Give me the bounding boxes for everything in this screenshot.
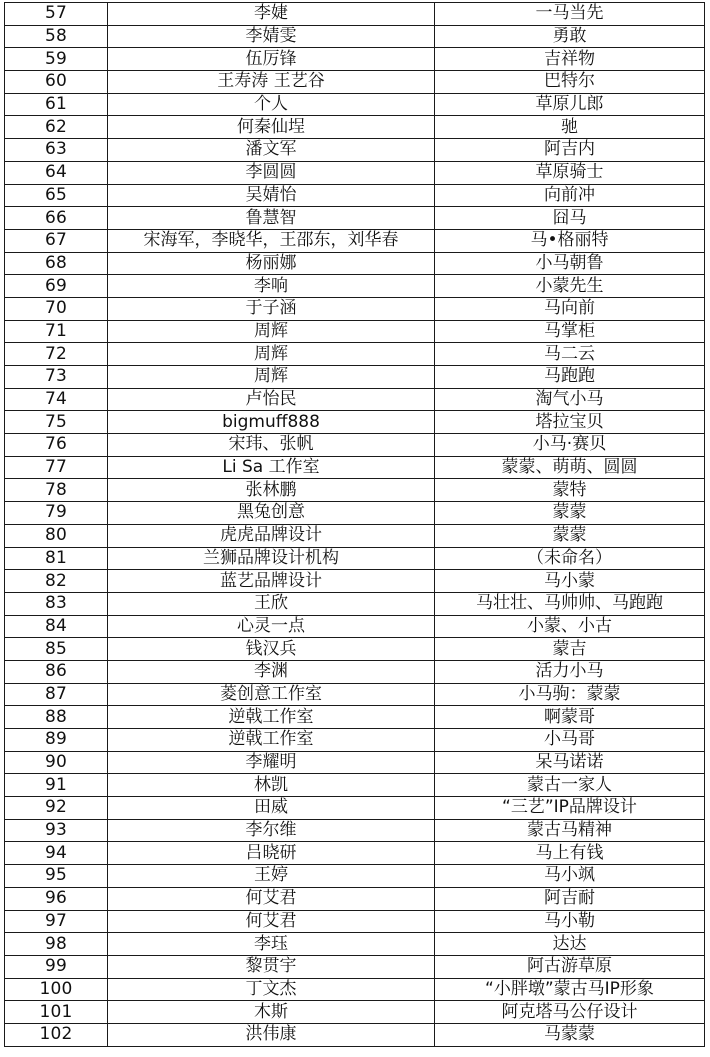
- author-cell: 张林鹏: [108, 479, 435, 502]
- mascot-name-cell: 蒙蒙、萌萌、圆圆: [435, 456, 705, 479]
- table-row: [5, 502, 705, 525]
- table-row: [5, 592, 705, 615]
- table-row: [5, 139, 705, 162]
- author-cell: 丁文杰: [108, 978, 435, 1001]
- mascot-name-cell: 小马驹：蒙蒙: [435, 683, 705, 706]
- table-row: [5, 25, 705, 48]
- author-cell: 周辉: [108, 343, 435, 366]
- mascot-name-cell: 向前冲: [435, 184, 705, 207]
- mascot-name-cell: 蒙特: [435, 479, 705, 502]
- table-row: [5, 161, 705, 184]
- mascot-name-cell: 啊蒙哥: [435, 706, 705, 729]
- mascot-name-cell: 达达: [435, 933, 705, 956]
- author-cell: 周辉: [108, 366, 435, 389]
- table-row: [5, 434, 705, 457]
- mascot-name-cell: 马掌柜: [435, 320, 705, 343]
- table-row: [5, 184, 705, 207]
- mascot-name-cell: 活力小马: [435, 660, 705, 683]
- table-row: [5, 615, 705, 638]
- author-cell: 虎虎品牌设计: [108, 524, 435, 547]
- table-row: [5, 479, 705, 502]
- table-row: [5, 797, 705, 820]
- table-row: [5, 774, 705, 797]
- author-cell: 黑兔创意: [108, 502, 435, 525]
- mascot-name-cell: 驰: [435, 116, 705, 139]
- entry-number-cell: 84: [5, 615, 108, 638]
- table-row: [5, 1001, 705, 1024]
- mascot-name-cell: 淘气小马: [435, 388, 705, 411]
- mascot-name-cell: 蒙蒙: [435, 524, 705, 547]
- author-cell: 王寿涛 王艺谷: [108, 71, 435, 94]
- author-cell: 李婧雯: [108, 25, 435, 48]
- mascot-name-cell: 马跑跑: [435, 366, 705, 389]
- author-cell: 何艾君: [108, 887, 435, 910]
- mascot-name-cell: “三艺”IP品牌设计: [435, 797, 705, 820]
- author-cell: 潘文军: [108, 139, 435, 162]
- author-cell: 卢怡民: [108, 388, 435, 411]
- author-cell: 王欣: [108, 592, 435, 615]
- author-cell: 于子涵: [108, 297, 435, 320]
- table-row: [5, 320, 705, 343]
- table-row: [5, 275, 705, 298]
- author-cell: 李响: [108, 275, 435, 298]
- mascot-name-cell: 巴特尔: [435, 71, 705, 94]
- mascot-name-cell: 马小蒙: [435, 570, 705, 593]
- table-row: [5, 660, 705, 683]
- author-cell: 木斯: [108, 1001, 435, 1024]
- author-cell: 周辉: [108, 320, 435, 343]
- table-row: [5, 547, 705, 570]
- author-cell: bigmuff888: [108, 411, 435, 434]
- author-cell: 黎贯宇: [108, 955, 435, 978]
- author-cell: 李尔维: [108, 819, 435, 842]
- entry-number-cell: 57: [5, 3, 108, 26]
- author-cell: 李珏: [108, 933, 435, 956]
- entry-number-cell: 74: [5, 388, 108, 411]
- table-row: [5, 297, 705, 320]
- author-cell: 吕晓研: [108, 842, 435, 865]
- entry-number-cell: 76: [5, 434, 108, 457]
- author-cell: 李渊: [108, 660, 435, 683]
- entry-number-cell: 90: [5, 751, 108, 774]
- mascot-name-cell: 马•格丽特: [435, 229, 705, 252]
- mascot-name-cell: “小胖墩”蒙古马IP形象: [435, 978, 705, 1001]
- author-cell: 个人: [108, 93, 435, 116]
- mascot-name-cell: 囧马: [435, 207, 705, 230]
- entry-number-cell: 86: [5, 660, 108, 683]
- entry-number-cell: 72: [5, 343, 108, 366]
- entry-number-cell: 59: [5, 48, 108, 71]
- entry-number-cell: 61: [5, 93, 108, 116]
- entries-table: [4, 2, 705, 1047]
- mascot-name-cell: 蒙蒙: [435, 502, 705, 525]
- entry-number-cell: 101: [5, 1001, 108, 1024]
- table-row: [5, 751, 705, 774]
- entry-number-cell: 64: [5, 161, 108, 184]
- entry-number-cell: 58: [5, 25, 108, 48]
- author-cell: 田威: [108, 797, 435, 820]
- mascot-name-cell: 呆马诺诺: [435, 751, 705, 774]
- author-cell: 宋玮、张帆: [108, 434, 435, 457]
- mascot-name-cell: 马壮壮、马帅帅、马跑跑: [435, 592, 705, 615]
- table-row: [5, 706, 705, 729]
- author-cell: 何秦仙埕: [108, 116, 435, 139]
- table-row: [5, 887, 705, 910]
- entry-number-cell: 83: [5, 592, 108, 615]
- entry-number-cell: 68: [5, 252, 108, 275]
- entry-number-cell: 66: [5, 207, 108, 230]
- entry-number-cell: 60: [5, 71, 108, 94]
- table-row: [5, 865, 705, 888]
- entry-number-cell: 95: [5, 865, 108, 888]
- mascot-name-cell: 马上有钱: [435, 842, 705, 865]
- entry-number-cell: 88: [5, 706, 108, 729]
- entry-number-cell: 102: [5, 1023, 108, 1046]
- entry-number-cell: 63: [5, 139, 108, 162]
- author-cell: 李圆圆: [108, 161, 435, 184]
- mascot-name-cell: 勇敢: [435, 25, 705, 48]
- entry-number-cell: 91: [5, 774, 108, 797]
- author-cell: 王婷: [108, 865, 435, 888]
- entry-number-cell: 97: [5, 910, 108, 933]
- mascot-name-cell: 蒙古马精神: [435, 819, 705, 842]
- table-row: [5, 955, 705, 978]
- mascot-name-cell: 马二云: [435, 343, 705, 366]
- table-row: [5, 933, 705, 956]
- table-row: [5, 71, 705, 94]
- entry-number-cell: 78: [5, 479, 108, 502]
- author-cell: 杨丽娜: [108, 252, 435, 275]
- author-cell: 洪伟康: [108, 1023, 435, 1046]
- entry-number-cell: 70: [5, 297, 108, 320]
- table-row: [5, 683, 705, 706]
- entry-number-cell: 93: [5, 819, 108, 842]
- entry-number-cell: 80: [5, 524, 108, 547]
- table-row: [5, 1023, 705, 1046]
- author-cell: 吴婧怡: [108, 184, 435, 207]
- mascot-name-cell: 阿古游草原: [435, 955, 705, 978]
- mascot-name-cell: 阿吉内: [435, 139, 705, 162]
- entry-number-cell: 89: [5, 729, 108, 752]
- mascot-name-cell: 马小飒: [435, 865, 705, 888]
- table-row: [5, 252, 705, 275]
- mascot-name-cell: 马小勒: [435, 910, 705, 933]
- mascot-name-cell: 蒙吉: [435, 638, 705, 661]
- entry-number-cell: 77: [5, 456, 108, 479]
- author-cell: 鲁慧智: [108, 207, 435, 230]
- mascot-name-cell: 草原骑士: [435, 161, 705, 184]
- mascot-name-cell: （未命名）: [435, 547, 705, 570]
- table-row: [5, 48, 705, 71]
- table-row: [5, 842, 705, 865]
- entry-number-cell: 87: [5, 683, 108, 706]
- table-row: [5, 524, 705, 547]
- table-row: [5, 570, 705, 593]
- table-row: [5, 411, 705, 434]
- mascot-name-cell: 草原儿郎: [435, 93, 705, 116]
- table-row: [5, 366, 705, 389]
- mascot-name-cell: 蒙古一家人: [435, 774, 705, 797]
- mascot-name-cell: 小蒙先生: [435, 275, 705, 298]
- entry-number-cell: 69: [5, 275, 108, 298]
- entry-number-cell: 67: [5, 229, 108, 252]
- entry-number-cell: 75: [5, 411, 108, 434]
- table-row: [5, 910, 705, 933]
- author-cell: 兰狮品牌设计机构: [108, 547, 435, 570]
- table-row: [5, 638, 705, 661]
- mascot-name-cell: 阿克塔马公仔设计: [435, 1001, 705, 1024]
- mascot-name-cell: 塔拉宝贝: [435, 411, 705, 434]
- mascot-name-cell: 一马当先: [435, 3, 705, 26]
- entries-table-body: [5, 3, 705, 1047]
- author-cell: 蓝艺品牌设计: [108, 570, 435, 593]
- mascot-name-cell: 阿吉耐: [435, 887, 705, 910]
- table-row: [5, 978, 705, 1001]
- author-cell: 李婕: [108, 3, 435, 26]
- table-row: [5, 229, 705, 252]
- mascot-name-cell: 小蒙、小古: [435, 615, 705, 638]
- table-row: [5, 456, 705, 479]
- author-cell: 菱创意工作室: [108, 683, 435, 706]
- author-cell: 李耀明: [108, 751, 435, 774]
- author-cell: 逆戟工作室: [108, 706, 435, 729]
- entries-sheet: [4, 2, 704, 1047]
- entry-number-cell: 71: [5, 320, 108, 343]
- table-row: [5, 3, 705, 26]
- table-row: [5, 343, 705, 366]
- entry-number-cell: 73: [5, 366, 108, 389]
- mascot-name-cell: 马蒙蒙: [435, 1023, 705, 1046]
- mascot-name-cell: 马向前: [435, 297, 705, 320]
- table-row: [5, 819, 705, 842]
- table-row: [5, 729, 705, 752]
- mascot-name-cell: 吉祥物: [435, 48, 705, 71]
- author-cell: 逆戟工作室: [108, 729, 435, 752]
- author-cell: 心灵一点: [108, 615, 435, 638]
- table-row: [5, 388, 705, 411]
- author-cell: 宋海军，李晓华，王邵东，刘华春: [108, 229, 435, 252]
- entry-number-cell: 99: [5, 955, 108, 978]
- entry-number-cell: 85: [5, 638, 108, 661]
- entry-number-cell: 100: [5, 978, 108, 1001]
- entry-number-cell: 81: [5, 547, 108, 570]
- author-cell: 钱汉兵: [108, 638, 435, 661]
- entry-number-cell: 82: [5, 570, 108, 593]
- mascot-name-cell: 小马·赛贝: [435, 434, 705, 457]
- table-row: [5, 93, 705, 116]
- author-cell: Li Sa 工作室: [108, 456, 435, 479]
- entry-number-cell: 62: [5, 116, 108, 139]
- entry-number-cell: 96: [5, 887, 108, 910]
- entry-number-cell: 94: [5, 842, 108, 865]
- entry-number-cell: 98: [5, 933, 108, 956]
- mascot-name-cell: 小马朝鲁: [435, 252, 705, 275]
- entry-number-cell: 79: [5, 502, 108, 525]
- table-row: [5, 116, 705, 139]
- author-cell: 何艾君: [108, 910, 435, 933]
- entry-number-cell: 92: [5, 797, 108, 820]
- author-cell: 林凯: [108, 774, 435, 797]
- author-cell: 伍厉锋: [108, 48, 435, 71]
- mascot-name-cell: 小马哥: [435, 729, 705, 752]
- table-row: [5, 207, 705, 230]
- entry-number-cell: 65: [5, 184, 108, 207]
